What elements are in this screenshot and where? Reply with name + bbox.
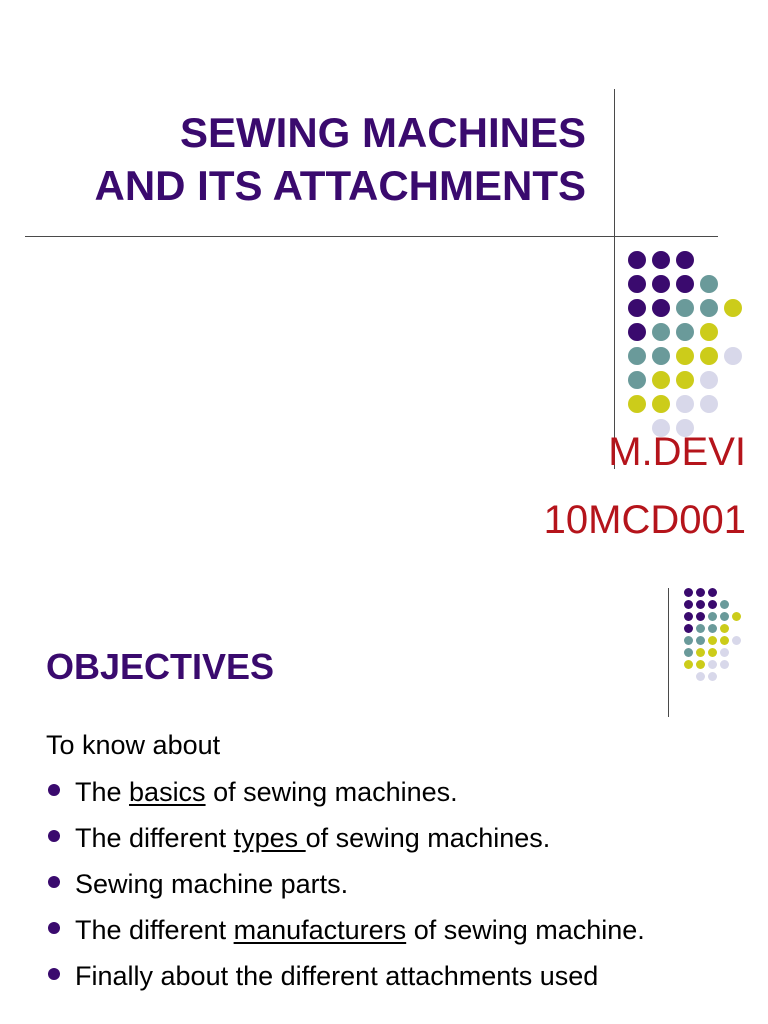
decorative-dot [700, 395, 718, 413]
bullet-icon [48, 968, 60, 980]
decorative-dot [652, 371, 670, 389]
decorative-dot [676, 347, 694, 365]
decorative-dot [700, 299, 718, 317]
decorative-dot [684, 660, 693, 669]
decorative-dot [724, 299, 742, 317]
decorative-dot [720, 648, 729, 657]
list-item: The different manufacturers of sewing machine. [46, 913, 746, 947]
decorative-dot [696, 636, 705, 645]
decorative-dot [652, 251, 670, 269]
list-item: Sewing machine parts. [46, 867, 746, 901]
decorative-dot [628, 347, 646, 365]
decorative-dot [696, 612, 705, 621]
list-item: The different types of sewing machines. [46, 821, 746, 855]
decorative-dot [684, 612, 693, 621]
decorative-dot [720, 600, 729, 609]
decorative-dot [720, 624, 729, 633]
vertical-divider [614, 89, 615, 469]
decorative-dot [700, 371, 718, 389]
decorative-dot [708, 672, 717, 681]
underlined-term: manufacturers [233, 915, 407, 945]
decorative-dot [696, 588, 705, 597]
decorative-dot [628, 395, 646, 413]
title-line-1: SEWING MACHINES [179, 109, 586, 156]
decorative-dot [708, 612, 717, 621]
objectives-list [46, 775, 746, 1005]
decorative-dot [708, 588, 717, 597]
decorative-dot [720, 636, 729, 645]
decorative-dot [684, 636, 693, 645]
decorative-dot [684, 648, 693, 657]
decorative-dot [652, 395, 670, 413]
decorative-dot [628, 299, 646, 317]
decorative-dot [700, 323, 718, 341]
underlined-term: basics [129, 777, 206, 807]
decorative-dot [732, 612, 741, 621]
decorative-dot [708, 648, 717, 657]
list-item: Finally about the different attachments used [46, 959, 746, 993]
decorative-dot [708, 600, 717, 609]
bullet-icon [48, 830, 60, 842]
decorative-dot [696, 660, 705, 669]
decorative-dot [696, 624, 705, 633]
decorative-dot [628, 371, 646, 389]
decorative-dot [696, 600, 705, 609]
objectives-slide [0, 572, 768, 1024]
decorative-dot [720, 660, 729, 669]
decorative-dot [696, 648, 705, 657]
decorative-dot [708, 636, 717, 645]
title-line-2: AND ITS ATTACHMENTS [94, 162, 586, 209]
decorative-dot [708, 624, 717, 633]
decorative-dot [700, 347, 718, 365]
decorative-dot [684, 588, 693, 597]
decorative-dot [652, 299, 670, 317]
decorative-dot [684, 624, 693, 633]
bullet-icon [48, 876, 60, 888]
decorative-dot [652, 323, 670, 341]
decorative-dot [676, 395, 694, 413]
list-item: The basics of sewing machines. [46, 775, 746, 809]
underlined-term: types [233, 823, 306, 853]
decorative-dot [676, 299, 694, 317]
slide-title: OBJECTIVES [46, 646, 275, 687]
decorative-dot [696, 672, 705, 681]
decorative-dot [676, 371, 694, 389]
decorative-dot [708, 660, 717, 669]
author-id: 10MCD001 [543, 498, 746, 542]
decorative-dot [684, 600, 693, 609]
author-name: M.DEVI [608, 430, 746, 474]
decorative-dot [732, 636, 741, 645]
bullet-icon [48, 784, 60, 796]
decorative-dot [652, 347, 670, 365]
slide-title [6, 106, 586, 212]
decorative-dot [676, 275, 694, 293]
decorative-dot [628, 323, 646, 341]
decorative-dot [628, 275, 646, 293]
decorative-dot [720, 612, 729, 621]
decorative-dot [724, 347, 742, 365]
decorative-dot [676, 251, 694, 269]
decorative-dot [676, 323, 694, 341]
intro-text: To know about [46, 730, 221, 760]
decorative-dot [700, 275, 718, 293]
vertical-divider [668, 588, 669, 717]
bullet-icon [48, 922, 60, 934]
decorative-dot [652, 275, 670, 293]
decorative-dot [628, 251, 646, 269]
